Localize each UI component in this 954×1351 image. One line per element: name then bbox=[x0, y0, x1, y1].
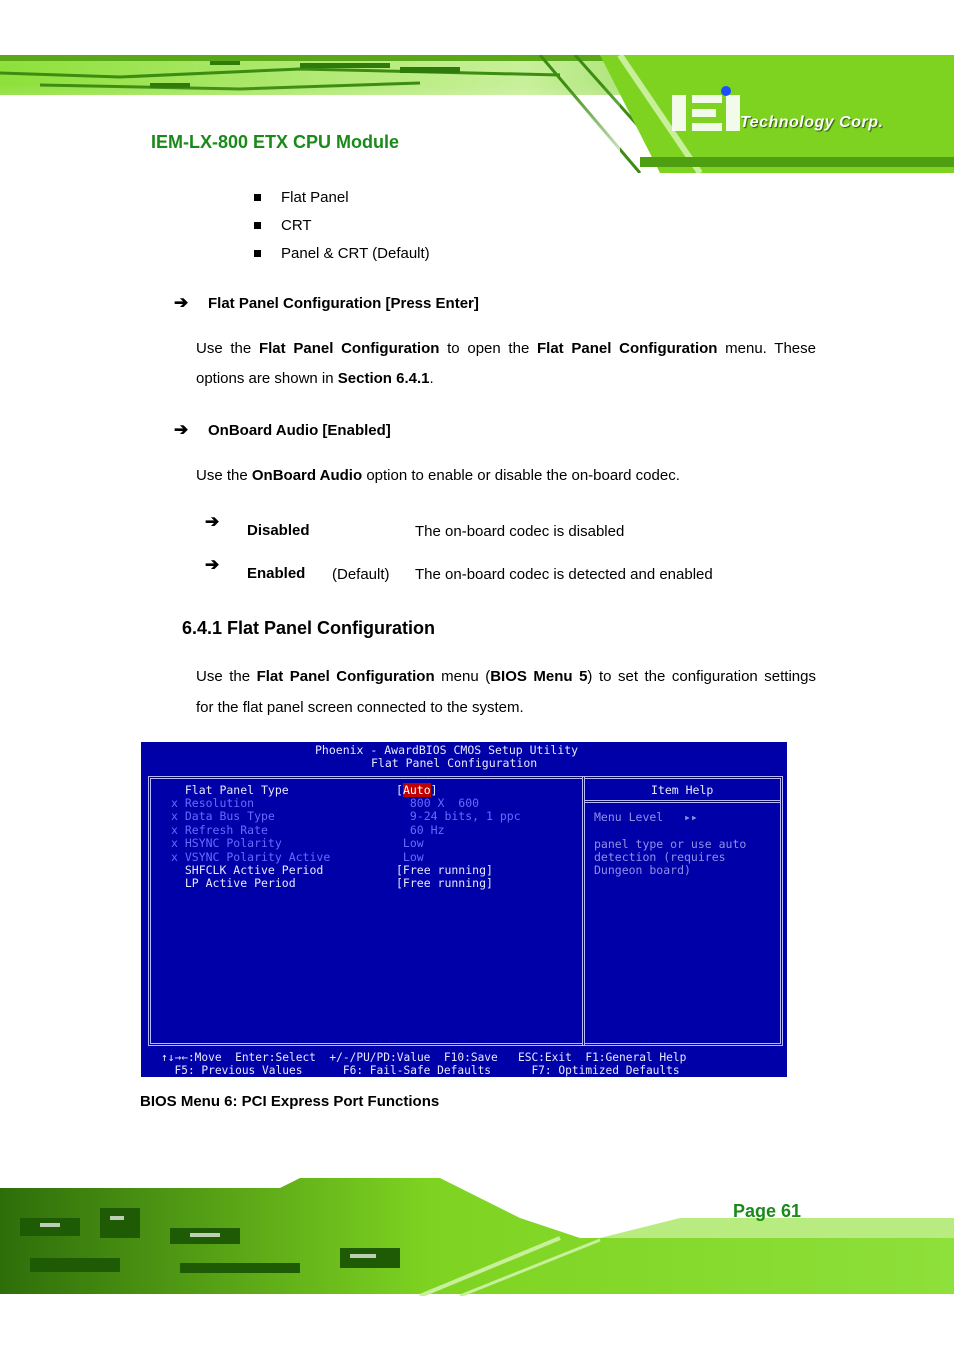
page-number: Page 61 bbox=[733, 1201, 802, 1221]
option-disabled-description: The on-board codec is disabled bbox=[415, 523, 625, 540]
section-description-2: for the flat panel screen connected to the system. bbox=[196, 699, 524, 716]
bios-value-vsync-polarity: Low bbox=[396, 850, 424, 864]
bios-item-resolution: x Resolution bbox=[171, 796, 255, 810]
bios-value-hsync-polarity: Low bbox=[396, 836, 424, 850]
bios-footer-keys: ↑↓→←:Move Enter:Select +/-/PU/PD:Value F10:Save ESC:Exit F1:General Help bbox=[161, 1051, 687, 1064]
bios-item-refresh-rate: x Refresh Rate bbox=[171, 823, 268, 837]
company-logo-text: Technology Corp. bbox=[740, 114, 884, 131]
option-enabled-description: The on-board codec is detected and enabled bbox=[415, 566, 713, 583]
bios-item-data-bus-type: x Data Bus Type bbox=[171, 809, 275, 823]
footer-circuit-banner bbox=[0, 1178, 954, 1296]
option-disabled-name: Disabled bbox=[247, 522, 310, 539]
list-item: CRT bbox=[281, 217, 312, 234]
figure-caption: BIOS Menu 6: PCI Express Port Functions bbox=[140, 1093, 440, 1110]
flat-panel-config-heading: Flat Panel Configuration [Press Enter] bbox=[208, 295, 479, 312]
onboard-audio-description: Use the OnBoard Audio option to enable or disable the on-board codec. bbox=[196, 467, 680, 484]
bios-help-text: detection (requires bbox=[594, 850, 726, 864]
bios-title: Phoenix - AwardBIOS CMOS Setup Utility bbox=[315, 743, 579, 757]
flat-panel-config-description-2: options are shown in Section 6.4.1. bbox=[196, 370, 434, 387]
bullet-square-icon bbox=[254, 250, 261, 257]
bios-item-flat-panel-type[interactable]: Flat Panel Type bbox=[171, 783, 289, 797]
bios-screenshot bbox=[141, 742, 787, 1077]
bios-value-shfclk-active-period[interactable]: [Free running] bbox=[396, 863, 493, 877]
arrow-right-icon: ➔ bbox=[205, 555, 220, 574]
bios-value-data-bus-type: 9-24 bits, 1 ppc bbox=[396, 809, 521, 823]
bios-item-help-title: Item Help bbox=[651, 783, 714, 797]
bios-item-hsync-polarity: x HSYNC Polarity bbox=[171, 836, 282, 850]
bullet-square-icon bbox=[254, 222, 261, 229]
bullet-square-icon bbox=[254, 194, 261, 201]
bios-item-lp-active-period[interactable]: LP Active Period bbox=[171, 876, 296, 890]
bios-help-divider bbox=[585, 800, 780, 803]
section-title: 6.4.1 Flat Panel Configuration bbox=[182, 618, 436, 638]
onboard-audio-heading: OnBoard Audio [Enabled] bbox=[208, 422, 391, 439]
bios-help-text: panel type or use auto bbox=[594, 837, 747, 851]
flat-panel-config-description: Use the Flat Panel Configuration to open the Flat Panel Configuration menu. These bbox=[196, 340, 816, 357]
option-enabled-name: Enabled bbox=[247, 565, 306, 582]
bios-item-shfclk-active-period[interactable]: SHFCLK Active Period bbox=[171, 863, 324, 877]
bios-value-lp-active-period[interactable]: [Free running] bbox=[396, 876, 493, 890]
bios-value-resolution: 800 X 600 bbox=[396, 796, 480, 810]
bios-menu-level: Menu Level ▸▸ bbox=[594, 810, 698, 824]
bios-subtitle: Flat Panel Configuration bbox=[371, 756, 538, 770]
arrow-right-icon: ➔ bbox=[205, 512, 220, 531]
list-item: Flat Panel bbox=[281, 189, 349, 206]
list-item: Panel & CRT (Default) bbox=[281, 245, 430, 262]
option-enabled-default: (Default) bbox=[332, 566, 390, 583]
bios-footer-keys-2: F5: Previous Values F6: Fail-Safe Defaults F7: Optimized Defaults bbox=[161, 1064, 680, 1077]
section-description: Use the Flat Panel Configuration menu (BIOS Menu 5) to set the configuration settings bbox=[196, 668, 816, 685]
arrow-right-icon: ➔ bbox=[174, 420, 189, 439]
bios-value-refresh-rate: 60 Hz bbox=[396, 823, 445, 837]
document-title: IEM-LX-800 ETX CPU Module bbox=[151, 132, 400, 152]
bios-item-vsync-polarity: x VSYNC Polarity Active bbox=[171, 850, 331, 864]
arrow-right-icon: ➔ bbox=[174, 293, 189, 312]
bios-value-flat-panel-type[interactable]: [Auto] bbox=[396, 783, 438, 797]
bios-help-text: Dungeon board) bbox=[594, 863, 691, 877]
